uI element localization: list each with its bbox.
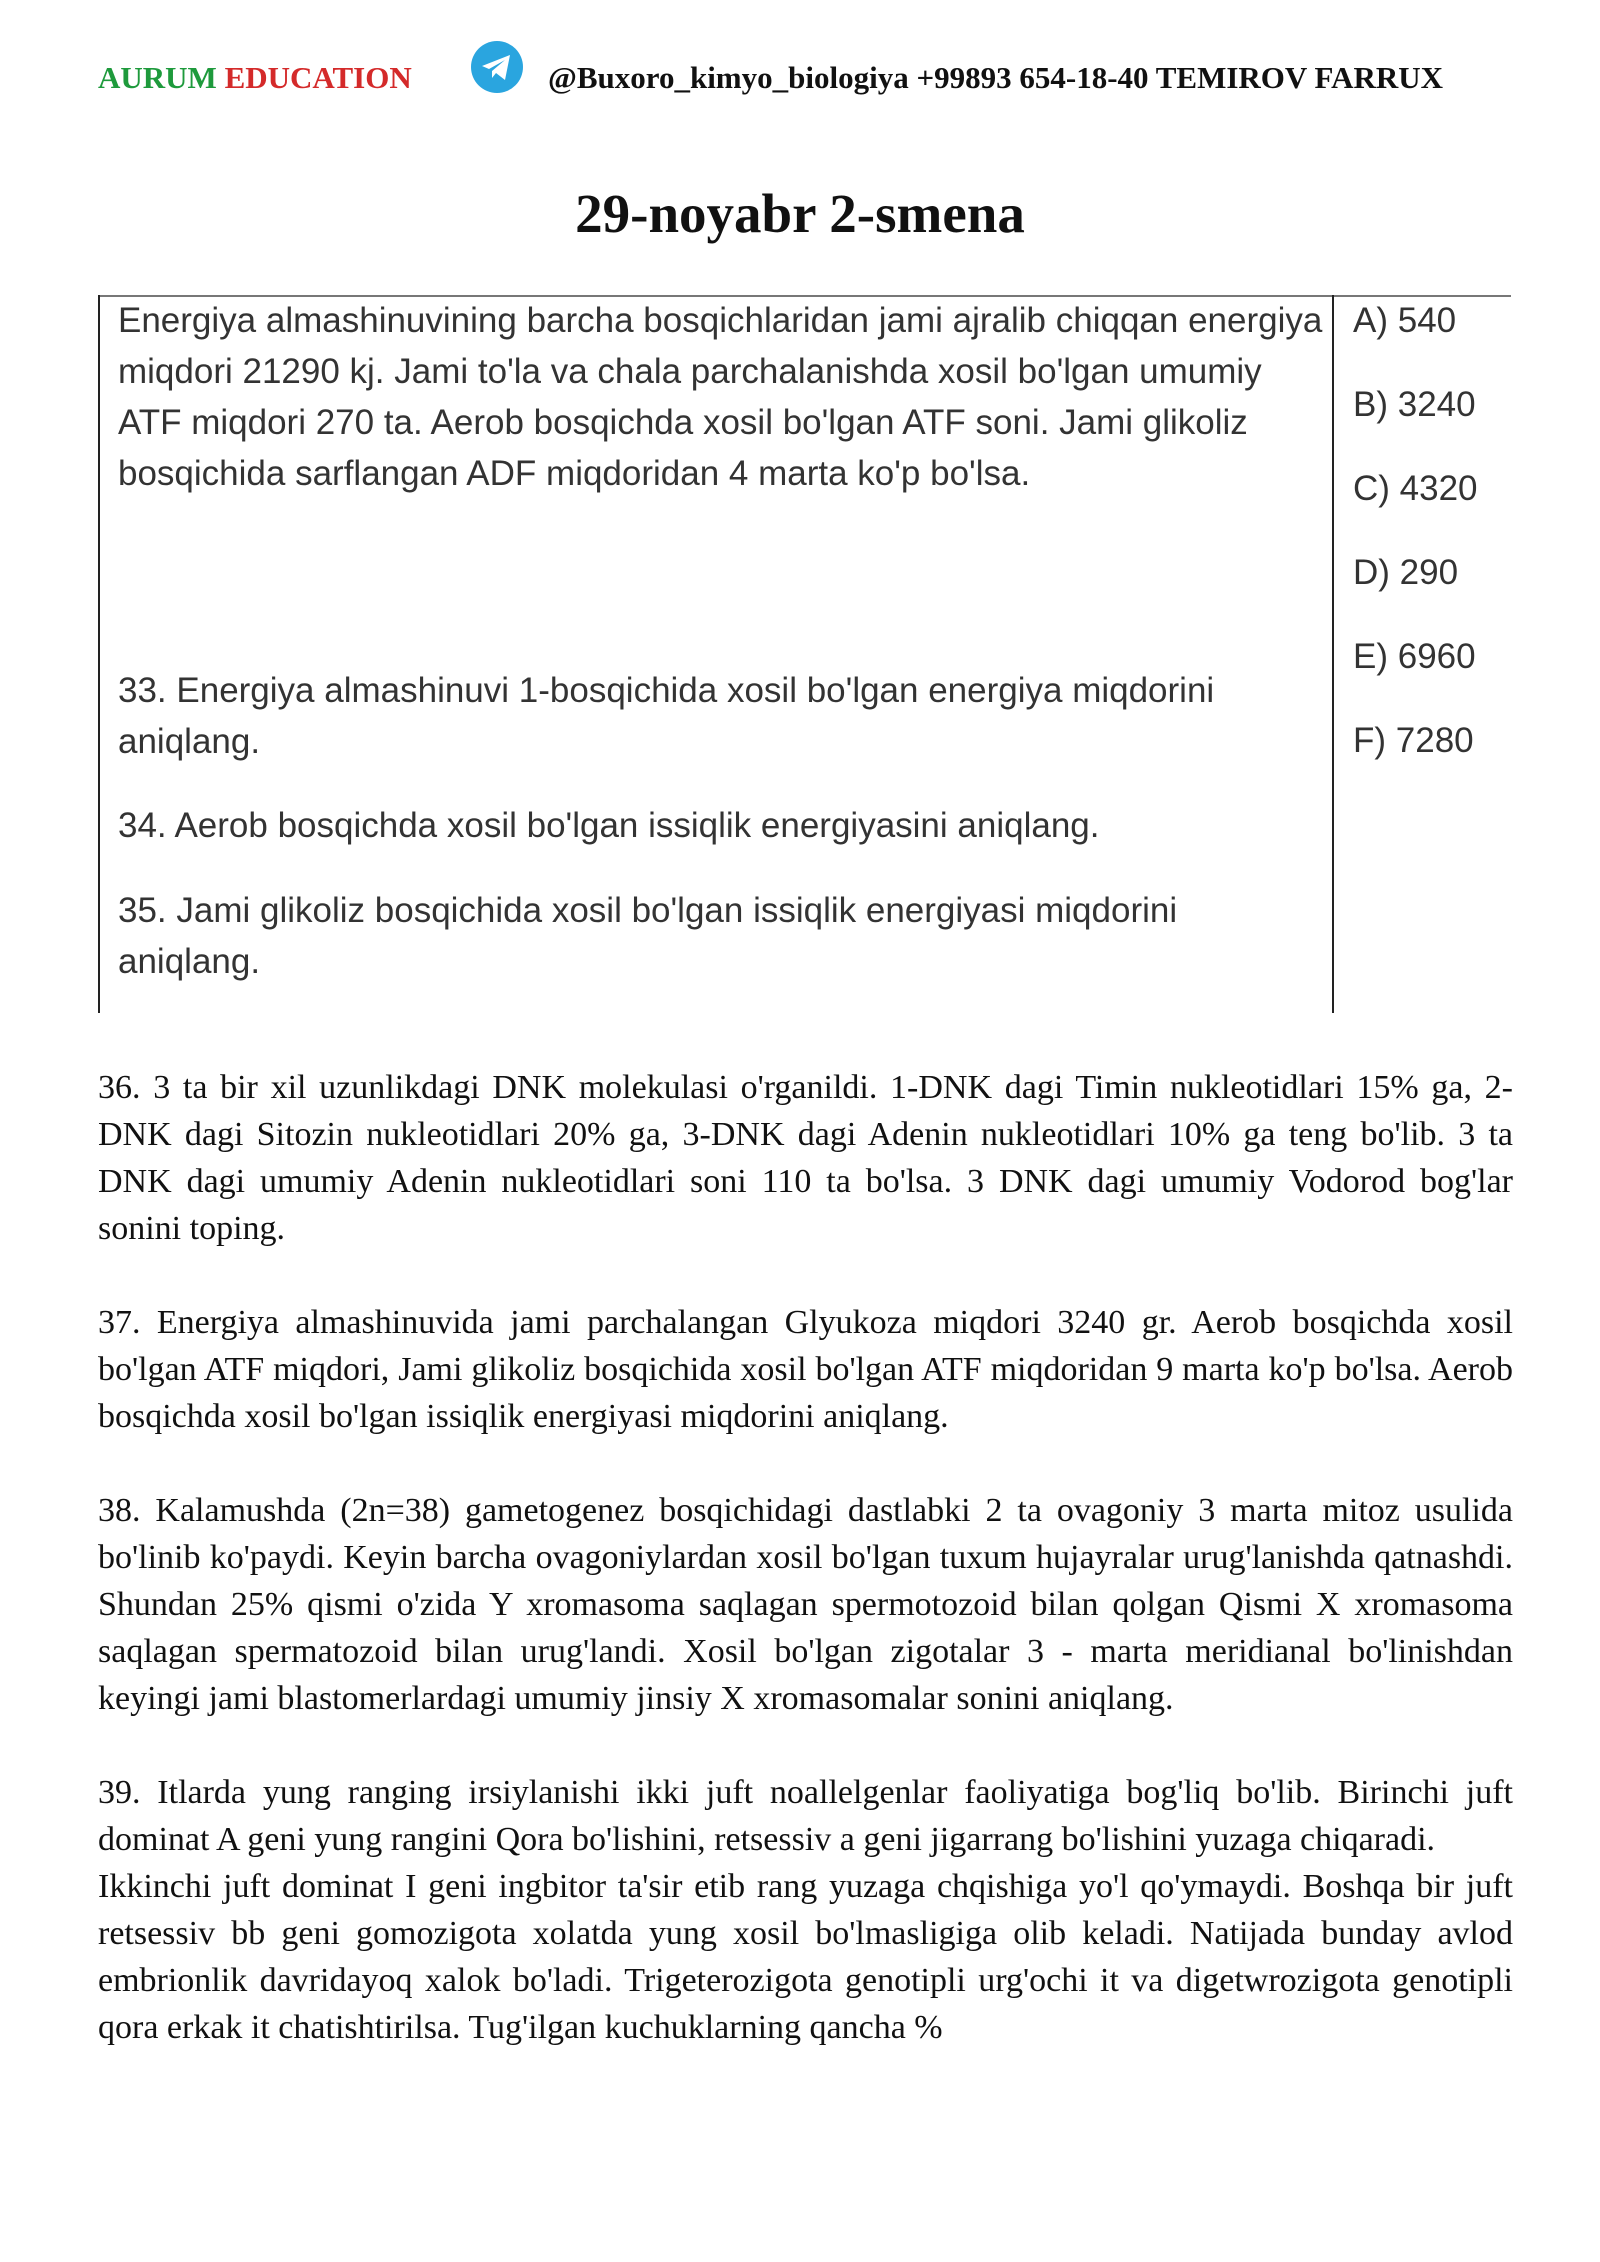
brand-education: EDUCATION [224,60,412,95]
table-column-divider [1332,295,1334,1013]
task-table [98,295,1511,1013]
option-f: F) 7280 [1353,721,1474,760]
page-title: 29-noyabr 2-smena [575,183,1025,244]
problem-36: 36. 3 ta bir xil uzunlikdagi DNK molekulasi o'rganildi. 1-DNK dagi Timin nukleotidlari 15% ga, 2- DNK dagi Sitozin nukleotidlari 20% ga, 3-DNK dagi Adenin nukleotidlari 10% ga teng bo'lib. 3 ta DNK dagi umumiy Adenin nukleotidlari soni 110 ta bo'lsa. 3 DNK dagi umumiy Vodorod bog'lar sonini toping. [98,1069,1513,1247]
option-a: A) 540 [1353,301,1457,340]
brand-aurum: AURUM [98,60,217,95]
option-c: C) 4320 [1353,469,1478,508]
answer-options [1353,295,1503,799]
contact-info: @Buxoro_kimyo_biologiya +99893 654-18-40 TEMIROV FARRUX [548,60,1444,95]
task-intro: Energiya almashinuvining barcha bosqichlaridan jami ajralib chiqqan energiya miqdori 21290 kj. Jami to'la va chala parchalanishda xosil bo'lgan umumiy ATF miqdori 270 ta. Aerob bosqichda xosil bo'lgan ATF soni. Jami glikoliz bosqichida sarflangan ADF miqdoridan 4 marta ko'p bo'lsa. [118,301,1323,493]
problems-section [98,1064,1513,2098]
problem-39-part1: 39. Itlarda yung ranging irsiylanishi ikki juft noallelgenlar faoliyatiga bog'liq bo'lib. Birinchi juft dominat A geni yung rangini Qora bo'lishini, retsessiv a geni jigarrang bo'lishini yuzaga chiqaradi. [98,1774,1513,1858]
question-33: 33. Energiya almashinuvi 1-bosqichida xosil bo'lgan energiya miqdorini aniqlang. [118,671,1215,761]
page-header [98,58,1518,98]
brand-logo [98,60,412,96]
option-d: D) 290 [1353,553,1459,592]
problem-38: 38. Kalamushda (2n=38) gametogenez bosqichidagi dastlabki 2 ta ovagoniy 3 marta mitoz usulida bo'linib ko'paydi. Keyin barcha ovagoniylardan xosil bo'lgan tuxum hujayralar urug'lanishda qatnashdi. Shundan 25% qismi o'zida Y xromasoma saqlagan spermotozoid bilan qolgan Qismi X xromasoma saqlagan spermatozoid bilan urug'landi. Xosil bo'lgan zigotalar 3 - marta meridianal bo'linishdan keyingi jami blastomerlardagi umumiy jinsiy X xromasomalar sonini aniqlang. [98,1492,1513,1717]
problem-39-part2: Ikkinchi juft dominat I geni ingbitor ta'sir etib rang yuzaga chqishiga yo'l qo'ymaydi. Boshqa bir juft retsessiv bb geni gomozigota xolatda yung xosil bo'lmasligiga olib keladi. Natijada bunday avlod embrionlik davridayoq xalok bo'ladi. Trigeterozigota genotipli urg'ochi it va digetwrozigota genotipli qora erkak it chatishtirilsa. Tug'ilgan kuchuklarning qancha % [98,1868,1513,2046]
question-34: 34. Aerob bosqichda xosil bo'lgan issiqlik energiyasini aniqlang. [118,806,1100,845]
table-left-border [98,295,100,1013]
telegram-icon [470,40,524,94]
question-35: 35. Jami glikoliz bosqichida xosil bo'lgan issiqlik energiyasi miqdorini aniqlang. [118,891,1178,981]
problem-37: 37. Energiya almashinuvida jami parchalangan Glyukoza miqdori 3240 gr. Aerob bosqichda xosil bo'lgan ATF miqdori, Jami glikoliz bosqichida xosil bo'lgan ATF miqdoridan 9 marta ko'p bo'lsa. Aerob bosqichda xosil bo'lgan issiqlik energiyasi miqdorini aniqlang. [98,1304,1513,1435]
option-e: E) 6960 [1353,637,1476,676]
option-b: B) 3240 [1353,385,1476,424]
